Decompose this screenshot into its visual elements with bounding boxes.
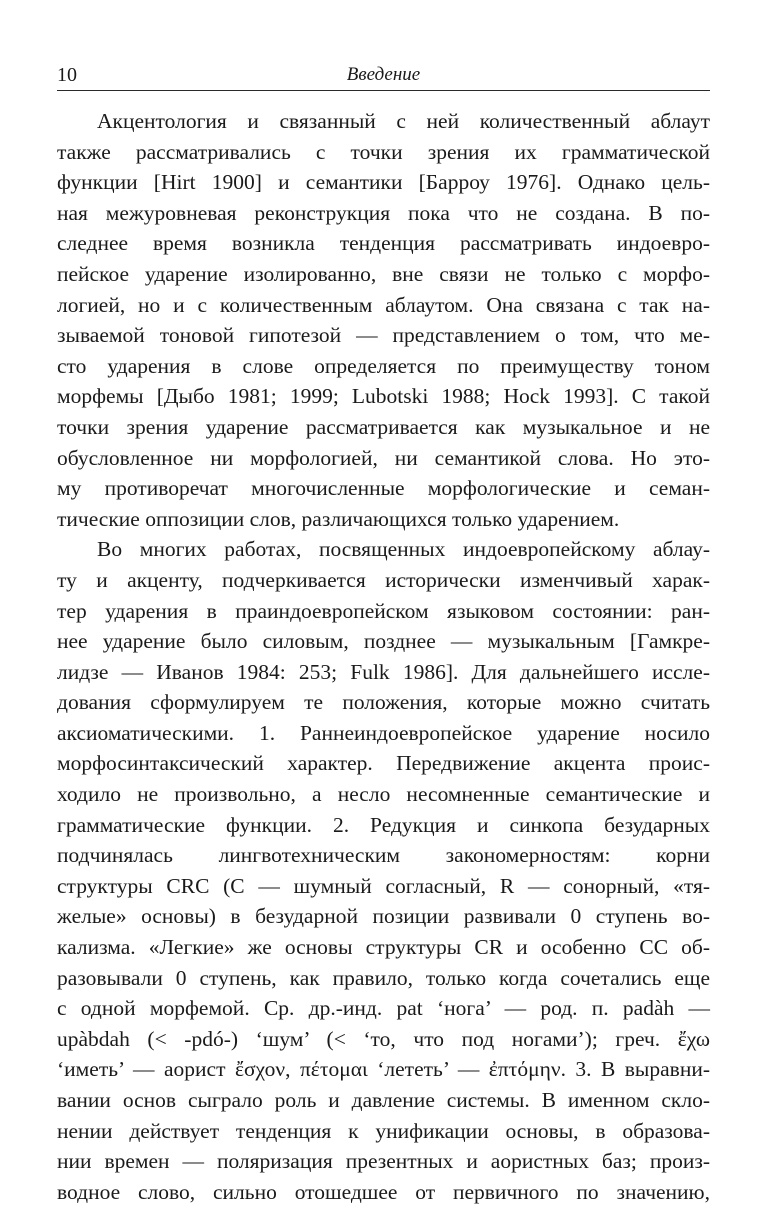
section-title: Введение: [346, 64, 421, 85]
text-line: следнее время возникла тенденция рассматривать индоевро-: [57, 231, 710, 256]
text-line: обусловленное ни морфологией, ни семантикой слова. Но это-: [57, 445, 710, 470]
text-line: функции [Hirt 1900] и семантики [Барроу 1976]. Однако цель-: [57, 170, 710, 195]
text-line: вании основ сыграло роль и давление системы. В именном скло-: [57, 1088, 710, 1112]
text-line: Акцентология и связанный с ней количественный аблаут: [97, 109, 710, 133]
text-line: грамматические функции. 2. Редукция и синкопа безударных: [57, 812, 710, 837]
text-line: кализма. «Легкие» же основы структуры CR и особенно CC об-: [57, 935, 710, 960]
paragraph-2: [57, 534, 710, 1207]
text-line: сто ударения в слове определяется по преимуществу тоном: [57, 353, 710, 378]
text-line: дования сформулируем те положения, которые можно считать: [57, 690, 710, 715]
text-line: лидзе — Иванов 1984: 253; Fulk 1986]. Для дальнейшего иссле-: [57, 659, 710, 684]
text-line: Во многих работах, посвященных индоевропейскому аблау-: [97, 537, 710, 562]
text-line: нении действует тенденция к унификации основы, в образова-: [57, 1118, 710, 1143]
text-line: ‘иметь’ — аорист ἔσχον, πέτομαι ‘лететь’ — ἐπτόμην. 3. В выравни-: [57, 1057, 710, 1082]
text-line: логией, но и с количественным аблаутом. Она связана с так на-: [57, 292, 710, 317]
running-header: [57, 62, 710, 91]
text-line: му противоречат многочисленные морфологические и семан-: [57, 476, 710, 501]
text-line: водное слово, сильно отошедшее от первичного по значению,: [57, 1179, 710, 1204]
text-line: ту и акценту, подчеркивается исторически изменчивый харак-: [57, 567, 710, 592]
text-line: зываемой тоновой гипотезой — представлением о том, что ме-: [57, 323, 710, 348]
text-line: тер ударения в праиндоевропейском языковом состоянии: ран-: [57, 598, 710, 623]
text-line: морфосинтаксический характер. Передвижение акцента проис-: [57, 751, 710, 776]
paragraph-1: [57, 106, 710, 534]
text-line: upàbdah (< -pdó-) ‘шум’ (< ‘то, что под ногами’); греч. ἔχω: [57, 1026, 710, 1051]
text-line: тические оппозиции слов, различающихся только ударением.: [57, 506, 620, 531]
text-line: структуры CRC (C — шумный согласный, R — сонорный, «тя-: [57, 873, 710, 898]
text-line: ная межуровневая реконструкция пока что не создана. В по-: [57, 200, 710, 225]
text-line: точки зрения ударение рассматривается как музыкальное и не: [57, 414, 710, 439]
text-line: пейское ударение изолированно, вне связи не только с морфо-: [57, 261, 710, 286]
text-line: нии времен — поляризация презентных и аористных баз; произ-: [57, 1149, 710, 1174]
text-line: с одной морфемой. Ср. др.-инд. pat ‘нога’ — род. п. padàh —: [57, 996, 710, 1021]
text-line: также рассматривались с точки зрения их грамматической: [57, 139, 710, 164]
text-line: морфемы [Дыбо 1981; 1999; Lubotski 1988; Hock 1993]. С такой: [57, 384, 710, 409]
text-line: аксиоматическими. 1. Раннеиндоевропейское ударение носило: [57, 720, 710, 745]
text-line: разовывали 0 ступень, как правило, только когда сочетались еще: [57, 965, 710, 990]
text-line: ходило не произвольно, а несло несомненные семантические и: [57, 782, 710, 807]
text-line: подчинялась лингвотехническим закономерностям: корни: [57, 843, 710, 868]
text-line: желые» основы) в безударной позиции развивали 0 ступень во-: [57, 904, 710, 929]
page-number: 10: [57, 64, 77, 86]
body-text: [57, 106, 710, 1207]
text-line: нее ударение было силовым, позднее — музыкальным [Гамкре-: [57, 629, 710, 654]
